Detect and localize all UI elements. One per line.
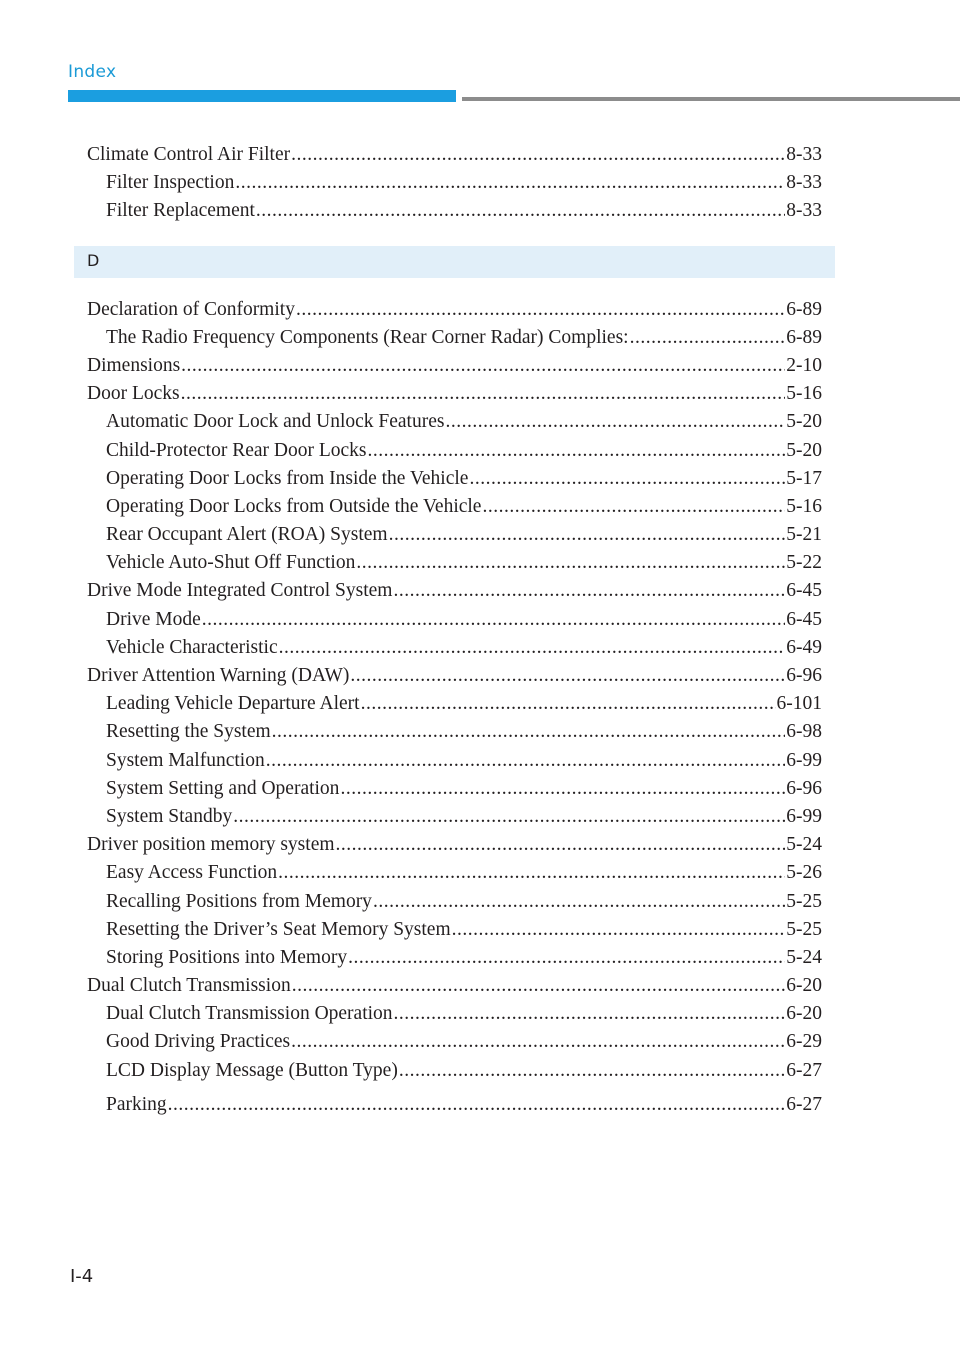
dot-leader	[350, 662, 785, 690]
entry-page: 5-24	[786, 834, 822, 856]
index-subentry	[87, 1000, 822, 1028]
entry-label: System Setting and Operation	[106, 777, 340, 799]
dot-leader	[296, 296, 785, 324]
entry-label: Door Locks	[87, 383, 180, 405]
header-title: Index	[68, 62, 117, 82]
dot-leader	[278, 859, 785, 887]
entry-page: 5-22	[786, 552, 822, 574]
dot-leader	[235, 169, 785, 197]
dot-leader	[348, 944, 785, 972]
page-number: I-4	[70, 1266, 94, 1287]
entry-label: Good Driving Practices	[106, 1031, 291, 1053]
dot-leader	[266, 747, 786, 775]
index-subentry	[87, 408, 822, 436]
index-subentry	[87, 493, 822, 521]
entry-label: Operating Door Locks from Inside the Vehicle	[106, 467, 469, 489]
index-entry	[87, 352, 822, 380]
entry-label: System Standby	[106, 805, 233, 827]
index-entry	[87, 141, 822, 169]
entry-page: 6-45	[786, 608, 822, 630]
index-subentry	[87, 197, 822, 225]
dot-leader	[340, 775, 785, 803]
index-subentry	[87, 521, 822, 549]
entry-page: 5-24	[786, 946, 822, 968]
dot-leader	[279, 634, 786, 662]
entry-label: Operating Door Locks from Outside the Vehicle	[106, 495, 482, 517]
index-subentry	[87, 465, 822, 493]
index-subentry	[87, 634, 822, 662]
entry-page: 6-101	[776, 693, 822, 715]
dot-leader	[482, 493, 785, 521]
entry-label: Dimensions	[87, 354, 181, 376]
entry-page: 6-20	[786, 975, 822, 997]
entry-label: Recalling Positions from Memory	[106, 890, 372, 912]
index-subentry	[87, 1057, 822, 1085]
entry-label: Rear Occupant Alert (ROA) System	[106, 524, 388, 546]
section-letter: D	[87, 250, 100, 270]
index-subentry	[87, 718, 822, 746]
dot-leader	[272, 718, 786, 746]
index-subentry	[87, 888, 822, 916]
header-rule	[462, 97, 960, 101]
dot-leader	[373, 888, 785, 916]
index-subentry	[87, 916, 822, 944]
dot-leader	[291, 141, 785, 169]
entry-label: Vehicle Characteristic	[106, 636, 278, 658]
entry-page: 5-26	[786, 862, 822, 884]
entry-page: 6-29	[786, 1031, 822, 1053]
index-entry	[87, 296, 822, 324]
entry-label: Child-Protector Rear Door Locks	[106, 439, 367, 461]
entry-page: 6-20	[786, 1003, 822, 1025]
entry-page: 8-33	[786, 144, 822, 165]
entry-page: 5-17	[786, 467, 822, 489]
entry-page: 2-10	[786, 354, 822, 376]
entry-page: 6-96	[786, 777, 822, 799]
dot-leader	[445, 408, 785, 436]
index-entry	[87, 662, 822, 690]
index-subentry	[87, 324, 822, 352]
entry-label: Resetting the Driver’s Seat Memory System	[106, 918, 451, 940]
entry-label: Easy Access Function	[106, 862, 278, 884]
entry-page: 6-89	[786, 326, 822, 348]
index-subentry	[87, 944, 822, 972]
entry-page: 5-20	[786, 439, 822, 461]
index-entry	[87, 972, 822, 1000]
entry-page: 5-21	[786, 524, 822, 546]
entry-label: The Radio Frequency Components (Rear Corner Radar) Complies:	[106, 326, 629, 348]
entry-label: Drive Mode Integrated Control System	[87, 580, 393, 602]
dot-leader	[393, 577, 785, 605]
index-subentry	[87, 437, 822, 465]
entry-label: Climate Control Air Filter	[87, 144, 291, 165]
dot-leader	[452, 916, 786, 944]
dot-leader	[630, 324, 786, 352]
entry-label: Resetting the System	[106, 721, 271, 743]
index-subentry	[87, 859, 822, 887]
entry-label: Drive Mode	[106, 608, 201, 630]
dot-leader	[399, 1057, 785, 1085]
entry-page: 6-99	[786, 805, 822, 827]
entry-page: 6-99	[786, 749, 822, 771]
index-subentry	[87, 606, 822, 634]
index-entry	[87, 831, 822, 859]
dot-leader	[181, 380, 786, 408]
entry-page: 5-16	[786, 383, 822, 405]
entry-page: 6-98	[786, 721, 822, 743]
dot-leader	[336, 831, 786, 859]
entry-label: Driver position memory system	[87, 834, 335, 856]
index-group-d	[87, 296, 822, 1119]
entry-label: Storing Positions into Memory	[106, 946, 348, 968]
entry-label: Leading Vehicle Departure Alert	[106, 693, 360, 715]
entry-page: 6-49	[786, 636, 822, 658]
entry-label: Declaration of Conformity	[87, 298, 295, 320]
entry-page: 8-33	[786, 200, 822, 222]
index-list	[87, 141, 822, 1119]
index-subentry	[87, 690, 822, 718]
entry-label: Dual Clutch Transmission	[87, 975, 291, 997]
dot-leader	[291, 1028, 785, 1056]
dot-leader	[168, 1091, 786, 1119]
entry-page: 5-16	[786, 495, 822, 517]
index-entry	[87, 577, 822, 605]
section-header-d	[74, 246, 835, 278]
index-subentry	[87, 1091, 822, 1119]
entry-page: 8-33	[786, 172, 822, 194]
index-entry	[87, 380, 822, 408]
entry-page: 6-96	[786, 665, 822, 686]
index-subentry	[87, 775, 822, 803]
dot-leader	[181, 352, 785, 380]
dot-leader	[356, 549, 785, 577]
index-subentry	[87, 169, 822, 197]
dot-leader	[202, 606, 785, 634]
header-accent-bar	[68, 90, 456, 102]
index-subentry	[87, 549, 822, 577]
dot-leader	[469, 465, 785, 493]
entry-page: 5-25	[786, 890, 822, 912]
entry-label: Filter Inspection	[106, 172, 235, 194]
entry-page: 6-45	[786, 580, 822, 602]
entry-page: 5-25	[786, 918, 822, 940]
index-subentry	[87, 1028, 822, 1056]
entry-label: Automatic Door Lock and Unlock Features	[106, 411, 445, 433]
entry-label: Parking	[106, 1093, 167, 1115]
dot-leader	[389, 521, 786, 549]
entry-label: System Malfunction	[106, 749, 265, 771]
dot-leader	[394, 1000, 786, 1028]
entry-label: Dual Clutch Transmission Operation	[106, 1003, 393, 1025]
entry-label: LCD Display Message (Button Type)	[106, 1059, 398, 1081]
index-subentry	[87, 803, 822, 831]
index-group-c	[87, 141, 822, 226]
entry-page: 5-20	[786, 411, 822, 433]
dot-leader	[367, 437, 785, 465]
dot-leader	[292, 972, 786, 1000]
entry-label: Filter Replacement	[106, 200, 255, 222]
entry-page: 6-27	[786, 1059, 822, 1081]
entry-page: 6-27	[786, 1093, 822, 1115]
entry-label: Driver Attention Warning (DAW)	[87, 665, 350, 686]
dot-leader	[256, 197, 785, 225]
index-subentry	[87, 747, 822, 775]
dot-leader	[361, 690, 776, 718]
entry-label: Vehicle Auto-Shut Off Function	[106, 552, 356, 574]
entry-page: 6-89	[786, 298, 822, 320]
dot-leader	[233, 803, 785, 831]
